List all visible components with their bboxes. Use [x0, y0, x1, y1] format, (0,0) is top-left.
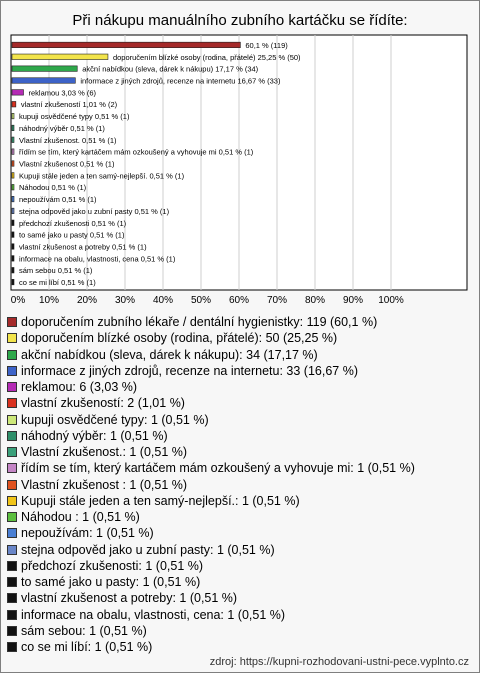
- bar-label: Vlastní zkušenost 0,51 % (1): [19, 159, 115, 169]
- bar-label: informace z jiných zdrojů, recenze na internetu 16,67 % (33): [80, 76, 281, 86]
- legend-label: to samé jako u pasty: 1 (0,51 %): [21, 575, 201, 589]
- bar: [12, 149, 14, 155]
- legend-swatch: [7, 610, 17, 620]
- x-tick-label: 40%: [152, 295, 174, 306]
- legend-swatch: [7, 350, 17, 360]
- legend-swatch: [7, 398, 17, 408]
- source-text: zdroj: https://kupni-rozhodovani-ustni-pece.vyplnto.cz: [209, 656, 469, 668]
- legend-label: informace na obalu, vlastnosti, cena: 1 (0,51 %): [21, 607, 286, 622]
- legend-label: stejna odpověd jako u zubní pasty: 1 (0,51 %): [21, 542, 275, 557]
- bar: [12, 184, 14, 190]
- bar: [12, 90, 24, 96]
- legend-item: [7, 330, 477, 346]
- legend-label: vlastní zkušeností: 2 (1,01 %): [21, 396, 185, 411]
- legend-label: doporučením blízké osoby (rodina, přátelé): 50 (25,25 %): [21, 331, 338, 346]
- legend-swatch: [7, 545, 17, 555]
- legend-swatch: [7, 512, 17, 522]
- bar: [12, 113, 14, 119]
- chart-title: Při nákupu manuálního zubního kartáčku se řídíte:: [72, 12, 408, 29]
- x-tick-label: 50%: [190, 295, 212, 306]
- bar: [12, 220, 14, 226]
- legend-item: [7, 493, 477, 509]
- bar-label: Vlastní zkušenost. 0,51 % (1): [19, 135, 117, 145]
- x-tick-label: 30%: [114, 295, 136, 306]
- bar: [12, 267, 14, 273]
- legend-label: nepoužívám: 1 (0,51 %): [21, 526, 154, 541]
- bar: [12, 244, 14, 250]
- legend-swatch: [7, 431, 17, 441]
- x-tick-label: 90%: [342, 295, 364, 306]
- bar-label: vlastní zkušeností 1,01 % (2): [20, 100, 118, 110]
- legend-swatch: [7, 447, 17, 457]
- legend-label: vlastní zkušenost a potreby: 1 (0,51 %): [21, 591, 238, 606]
- legend-label: Vlastní zkušenost : 1 (0,51 %): [21, 477, 188, 492]
- legend-item: [7, 395, 477, 411]
- bar-label: to samé jako u pasty 0,51 % (1): [19, 230, 125, 240]
- legend-item: [7, 542, 477, 558]
- bar-label: 60,1 % (119): [245, 40, 288, 50]
- bar-label: reklamou 3,03 % (6): [28, 88, 97, 98]
- bar: [12, 101, 16, 107]
- legend-label: doporučením zubního lékaře / dentální hygienistky: 119 (60,1 %): [21, 315, 378, 329]
- bar: [12, 125, 14, 131]
- legend-label: řídím se tím, který kartáčem mám ozkoušený a vyhovuje mi: 1 (0,51 %): [21, 461, 415, 476]
- legend-label: náhodný výběr: 1 (0,51 %): [21, 428, 168, 443]
- bar-label: předchozí zkušenosti 0,51 % (1): [19, 218, 127, 228]
- legend-item: [7, 428, 477, 444]
- legend-label: předchozí zkušenosti: 1 (0,51 %): [21, 558, 204, 573]
- legend-item: [7, 379, 477, 395]
- legend-swatch: [7, 415, 17, 425]
- legend-item: [7, 444, 477, 460]
- x-tick-label: 10%: [38, 295, 60, 306]
- legend: [7, 314, 477, 655]
- bar: [12, 208, 14, 214]
- bar: [12, 173, 14, 179]
- bar: [12, 256, 14, 262]
- legend-swatch: [7, 480, 17, 490]
- x-tick-label: 20%: [76, 295, 98, 306]
- legend-swatch: [7, 333, 17, 343]
- legend-swatch: [7, 577, 17, 587]
- legend-item: [7, 607, 477, 623]
- legend-swatch: [7, 626, 17, 636]
- legend-item: [7, 590, 477, 606]
- bar-label: náhodný výběr 0,51 % (1): [19, 123, 105, 133]
- bar-label: Náhodou 0,51 % (1): [19, 183, 87, 193]
- bar: [12, 78, 75, 84]
- x-tick-label: 0%: [10, 295, 26, 306]
- legend-swatch: [7, 463, 17, 473]
- legend-item: [7, 639, 477, 655]
- legend-label: kupuji osvědčené typy: 1 (0,51 %): [21, 412, 209, 427]
- bar-label: řídím se tím, který kartáčem mám ozkoušený a vyhovuje mi 0,51 % (1): [19, 147, 254, 157]
- legend-item: [7, 477, 477, 493]
- legend-item: [7, 574, 477, 590]
- legend-item: [7, 347, 477, 363]
- legend-label: Vlastní zkušenost.: 1 (0,51 %): [21, 445, 188, 459]
- bar-label: doporučením blízké osoby (rodina, přátelé) 25,25 % (50): [112, 52, 301, 62]
- bar: [12, 42, 240, 48]
- bar-label: sám sebou 0,51 % (1): [19, 266, 93, 276]
- x-tick-label: 80%: [304, 295, 326, 306]
- bar: [12, 137, 14, 143]
- legend-swatch: [7, 317, 17, 327]
- legend-swatch: [7, 593, 17, 603]
- x-tick-label: 70%: [266, 295, 288, 306]
- legend-label: akční nabídkou (sleva, dárek k nákupu): 34 (17,17 %): [21, 347, 318, 362]
- x-tick-label: 60%: [228, 295, 250, 306]
- bar: [12, 161, 14, 167]
- legend-item: [7, 460, 477, 476]
- legend-swatch: [7, 528, 17, 538]
- legend-label: Kupuji stále jeden a ten samý-nejlepší.: 1 (0,51 %): [21, 493, 300, 508]
- bar-chart: [1, 1, 479, 311]
- bar: [12, 66, 77, 72]
- bar-label: Kupuji stále jeden a ten samý-nejlepší. 0,51 % (1): [19, 171, 185, 181]
- legend-label: informace z jiných zdrojů, recenze na internetu: 33 (16,67 %): [21, 363, 358, 378]
- legend-swatch: [7, 496, 17, 506]
- legend-item: [7, 314, 477, 330]
- bar: [12, 279, 14, 285]
- legend-label: Náhodou : 1 (0,51 %): [21, 510, 140, 524]
- legend-swatch: [7, 382, 17, 392]
- legend-item: [7, 509, 477, 525]
- bar-label: informace na obalu, vlastnosti, cena 0,51 % (1): [19, 254, 176, 264]
- bar-label: akční nabídkou (sleva, dárek k nákupu) 17,17 % (34): [82, 64, 259, 74]
- legend-item: [7, 525, 477, 541]
- bar-label: vlastní zkušenost a potreby 0,51 % (1): [19, 242, 147, 252]
- bar: [12, 196, 14, 202]
- bar-label: stejna odpověd jako u zubní pasty 0,51 % (1): [19, 206, 170, 216]
- bar-label: kupuji osvědčené typy 0,51 % (1): [19, 112, 130, 122]
- legend-item: [7, 363, 477, 379]
- legend-item: [7, 623, 477, 639]
- x-tick-label: 100%: [378, 295, 404, 306]
- legend-item: [7, 412, 477, 428]
- legend-label: co se mi líbí: 1 (0,51 %): [21, 640, 153, 654]
- legend-swatch: [7, 366, 17, 376]
- legend-swatch: [7, 561, 17, 571]
- legend-label: sám sebou: 1 (0,51 %): [21, 623, 147, 638]
- legend-item: [7, 558, 477, 574]
- legend-swatch: [7, 642, 17, 652]
- bar-label: co se mi líbí 0,51 % (1): [19, 278, 96, 288]
- bar-label: nepoužívám 0,51 % (1): [19, 195, 97, 205]
- legend-label: reklamou: 6 (3,03 %): [21, 380, 138, 394]
- bar: [12, 232, 14, 238]
- bar: [12, 54, 108, 60]
